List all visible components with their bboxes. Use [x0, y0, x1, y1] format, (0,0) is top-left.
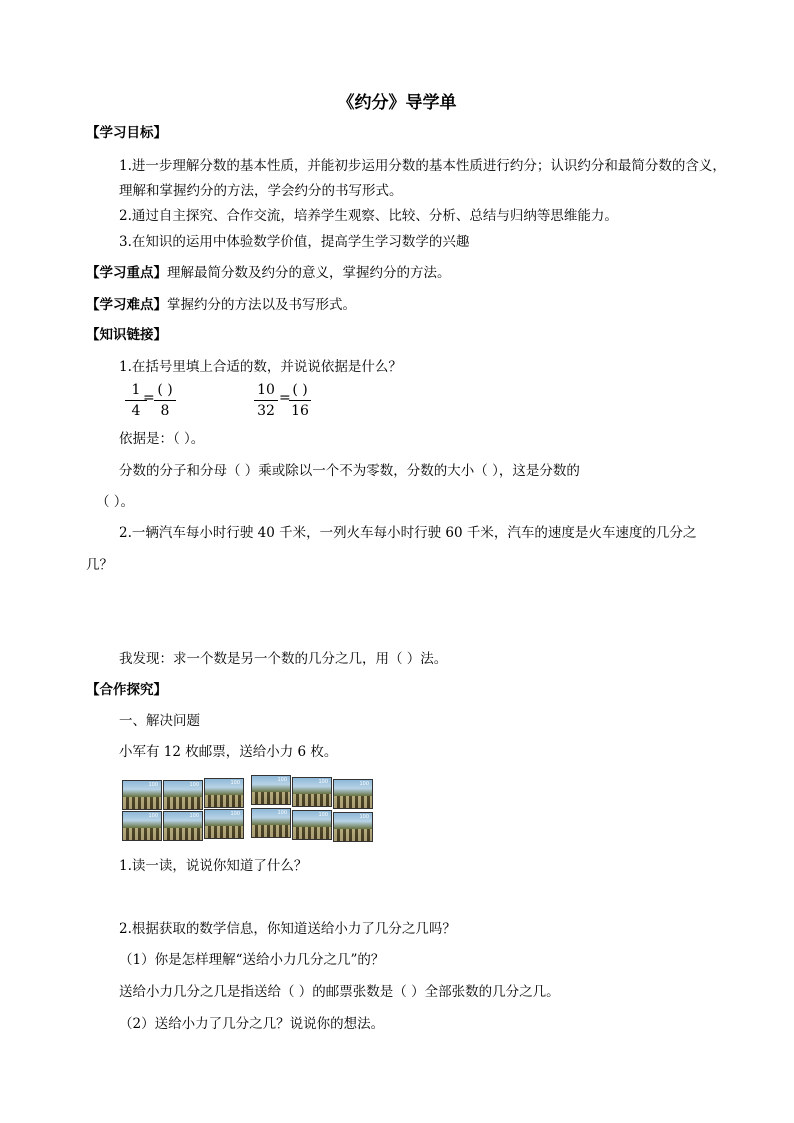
difficulty-text: 掌握约分的方法以及书写形式。 — [167, 297, 356, 313]
difficulty-label: 【学习难点】 — [86, 297, 167, 313]
key-point — [86, 264, 451, 282]
difficulty — [86, 296, 356, 314]
stamp: 100 — [333, 812, 373, 842]
stamp: 100 — [204, 778, 244, 808]
stamp: 100 — [251, 775, 291, 805]
stamp: 100 — [122, 811, 162, 841]
section-title: 一、解决问题 — [119, 713, 200, 729]
sub-question-2: （2）送给小力了几分之几？说说你的想法。 — [119, 1016, 385, 1032]
key-point-text: 理解最简分数及约分的意义，掌握约分的方法。 — [167, 265, 451, 281]
explore-question-1: 1.读一读，说说你知道了什么？ — [119, 858, 308, 874]
page-title: 《约分》导学单 — [337, 93, 457, 113]
denominator: 8 — [160, 403, 170, 419]
sub-question-1: （1）你是怎样理解“送给小力几分之几”的？ — [119, 952, 385, 968]
key-point-label: 【学习重点】 — [86, 265, 167, 281]
goal-3: 3.在知识的运用中体验数学价值，提高学生学习数学的兴趣 — [119, 234, 470, 250]
stamp: 100 — [333, 779, 373, 809]
goal-2: 2.通过自主探究、合作交流，培养学生观察、比较、分析、总结与归纳等思维能力。 — [119, 208, 618, 224]
numerator: 10 — [254, 382, 278, 401]
numerator-blank[interactable]: ( ) — [154, 382, 176, 401]
link-question-2-continued: 几？ — [86, 557, 113, 573]
explore-heading: 【合作探究】 — [86, 682, 167, 698]
equals-sign: = — [143, 390, 155, 406]
numerator-blank[interactable]: ( ) — [289, 382, 311, 401]
explore-question-2: 2.根据获取的数学信息，你知道送给小力了几分之几吗？ — [119, 921, 456, 937]
rule-line[interactable]: 分数的分子和分母（ ）乘或除以一个不为零数，分数的大小（ ），这是分数的 — [119, 463, 580, 479]
fraction-2-right — [289, 382, 311, 421]
stamp: 100 — [163, 811, 203, 841]
denominator: 32 — [257, 403, 275, 419]
goal-1-continued: 理解和掌握约分的方法，学会约分的书写形式。 — [119, 183, 403, 199]
basis-line[interactable]: 依据是：（ ）。 — [119, 431, 205, 447]
fraction-1-right — [154, 382, 176, 421]
rule-line-continued[interactable]: （ ）。 — [96, 494, 135, 510]
goals-heading: 【学习目标】 — [86, 125, 167, 141]
goal-1: 1.进一步理解分数的基本性质，并能初步运用分数的基本性质进行约分；认识约分和最简分数的含义， — [119, 158, 726, 174]
link-question-1: 1.在括号里填上合适的数，并说说依据是什么？ — [119, 359, 402, 375]
denominator: 16 — [291, 403, 309, 419]
link-question-2: 2.一辆汽车每小时行驶 40 千米，一列火车每小时行驶 60 千米，汽车的速度是火车速度的几分之 — [119, 525, 697, 541]
discover-line[interactable]: 我发现：求一个数是另一个数的几分之几，用（ ）法。 — [119, 651, 448, 667]
equals-sign: = — [279, 390, 291, 406]
link-heading: 【知识链接】 — [86, 327, 167, 343]
stamp: 100 — [292, 777, 332, 807]
stamp: 100 — [204, 809, 244, 839]
sub-question-1-answer[interactable]: 送给小力几分之几是指送给（ ）的邮票张数是（ ）全部张数的几分之几。 — [119, 984, 560, 1000]
stamp: 100 — [292, 810, 332, 840]
denominator: 4 — [131, 403, 141, 419]
stamp: 100 — [163, 780, 203, 810]
numerator: 1 — [125, 382, 147, 401]
stamp: 100 — [122, 780, 162, 810]
stamp: 100 — [251, 808, 291, 838]
fraction-2-left — [254, 382, 278, 421]
problem-text: 小军有 12 枚邮票，送给小力 6 枚。 — [119, 744, 338, 760]
